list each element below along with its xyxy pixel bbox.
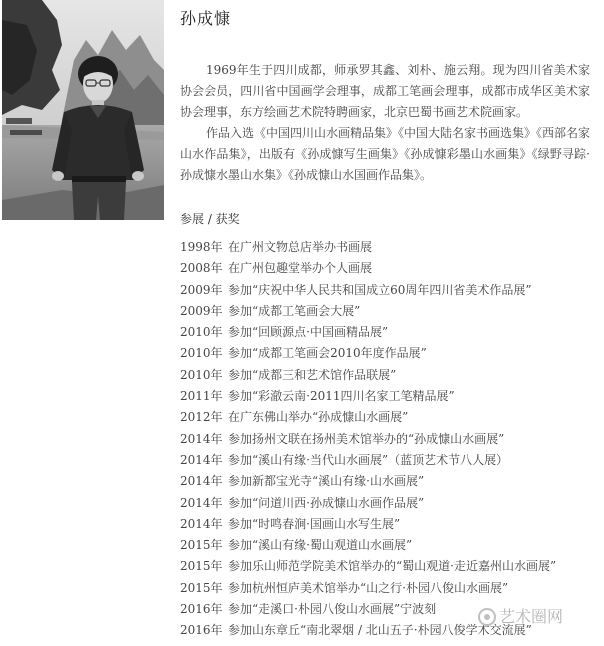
exhibition-year: 2012年 bbox=[180, 410, 223, 425]
exhibition-text: 参加“彩澈云南·2011四川名家工笔精品展” bbox=[228, 389, 455, 404]
exhibition-item bbox=[180, 578, 600, 599]
exhibition-year: 2010年 bbox=[180, 346, 223, 361]
artist-portrait-photo bbox=[2, 0, 164, 220]
artist-name: 孙成慷 bbox=[180, 9, 232, 28]
exhibition-year: 2010年 bbox=[180, 325, 223, 340]
artist-bio bbox=[180, 60, 590, 186]
exhibition-year: 1998年 bbox=[180, 240, 223, 254]
exhibition-item bbox=[180, 493, 600, 514]
exhibition-item bbox=[180, 386, 600, 407]
exhibition-item bbox=[180, 429, 600, 450]
exhibition-text: 参加“成都三和艺术馆作品联展” bbox=[228, 367, 397, 382]
exhibition-item bbox=[180, 407, 600, 428]
exhibition-text: 参加“回顾源点·中国画精品展” bbox=[228, 325, 389, 340]
exhibition-item bbox=[180, 556, 600, 577]
circle-logo-icon bbox=[478, 608, 496, 626]
exhibition-text: 参加山东章丘“南北翠烟 / 北山五子·朴园八俊学术交流展” bbox=[228, 623, 532, 638]
exhibition-year: 2008年 bbox=[180, 261, 223, 276]
bio-paragraph-1: 1969年生于四川成都，师承罗其鑫、刘朴、施云翔。现为四川省美术家协会会员，四川省中国画学会理事，成都工笔画会理事，成都市成华区美术家协会理事，东方绘画艺术院特聘画家，北京巴蜀书画艺术院画家。 bbox=[180, 63, 590, 119]
exhibition-item bbox=[180, 258, 600, 279]
exhibition-text: 在广州文物总店举办书画展 bbox=[228, 240, 373, 254]
exhibition-item bbox=[180, 450, 600, 471]
exhibition-text: 参加新都宝光寺“溪山有缘·山水画展” bbox=[228, 474, 425, 489]
exhibition-text: 参加乐山师范学院美术馆举办的“蜀山观道·走近嘉州山水画展” bbox=[228, 559, 557, 574]
exhibition-text: 参加“走溪口·朴园八俊山水画展”宁波刻 bbox=[228, 602, 437, 617]
exhibition-year: 2016年 bbox=[180, 602, 223, 617]
exhibition-year: 2011年 bbox=[180, 389, 223, 404]
exhibition-year: 2016年 bbox=[180, 623, 223, 638]
exhibition-text: 参加“成都工笔画会大展” bbox=[228, 303, 361, 318]
exhibition-year: 2015年 bbox=[180, 538, 223, 553]
exhibition-year: 2010年 bbox=[180, 367, 223, 382]
exhibition-year: 2009年 bbox=[180, 303, 223, 318]
exhibition-item bbox=[180, 322, 600, 343]
exhibition-text: 参加“时鸣春涧·国画山水写生展” bbox=[228, 516, 401, 531]
site-watermark bbox=[478, 604, 563, 627]
exhibition-year: 2015年 bbox=[180, 559, 223, 574]
bio-paragraph-2: 作品入选《中国四川山水画精品集》《中国大陆名家书画选集》《西部名家山水作品集》，出版有《孙成慷写生画集》《孙成慷彩墨山水画集》《绿野寻踪·孙成慷水墨山水集》《孙成慷山水国画作品集》。 bbox=[180, 126, 591, 182]
exhibition-text: 参加“成都工笔画会2010年度作品展” bbox=[228, 346, 427, 361]
exhibition-text: 参加扬州文联在扬州美术馆举办的“孙成慷山水画展” bbox=[228, 431, 505, 446]
exhibition-text: 参加“问道川西·孙成慷山水画作品展” bbox=[228, 495, 425, 510]
exhibition-list bbox=[180, 237, 600, 642]
exhibition-year: 2014年 bbox=[180, 452, 223, 467]
exhibition-year: 2014年 bbox=[180, 516, 223, 531]
exhibition-year: 2014年 bbox=[180, 495, 223, 510]
exhibition-item bbox=[180, 280, 600, 301]
exhibition-item bbox=[180, 514, 600, 535]
exhibition-item bbox=[180, 471, 600, 492]
exhibition-text: 参加“庆祝中华人民共和国成立60周年四川省美术作品展” bbox=[228, 282, 532, 297]
watermark-text: 艺术圈网 bbox=[499, 607, 564, 626]
exhibition-item bbox=[180, 365, 600, 386]
exhibition-item bbox=[180, 535, 600, 556]
exhibition-text: 参加“溪山有缘·当代山水画展”（蓝顶艺术节八人展） bbox=[228, 452, 509, 467]
exhibition-item bbox=[180, 237, 600, 258]
exhibition-year: 2014年 bbox=[180, 474, 223, 489]
exhibition-item bbox=[180, 301, 600, 322]
exhibition-text: 在广州包趣堂举办个人画展 bbox=[228, 261, 373, 276]
exhibition-year: 2015年 bbox=[180, 580, 223, 595]
exhibition-text: 在广东佛山举办“孙成慷山水画展” bbox=[228, 410, 409, 425]
exhibition-text: 参加“溪山有缘·蜀山观道山水画展” bbox=[228, 538, 413, 553]
exhibition-item bbox=[180, 343, 600, 364]
exhibition-text: 参加杭州恒庐美术馆举办“山之行·朴园八俊山水画展” bbox=[228, 580, 509, 595]
exhibition-year: 2009年 bbox=[180, 282, 223, 297]
exhibitions-heading: 参展 / 获奖 bbox=[180, 212, 240, 226]
exhibition-year: 2014年 bbox=[180, 431, 223, 446]
